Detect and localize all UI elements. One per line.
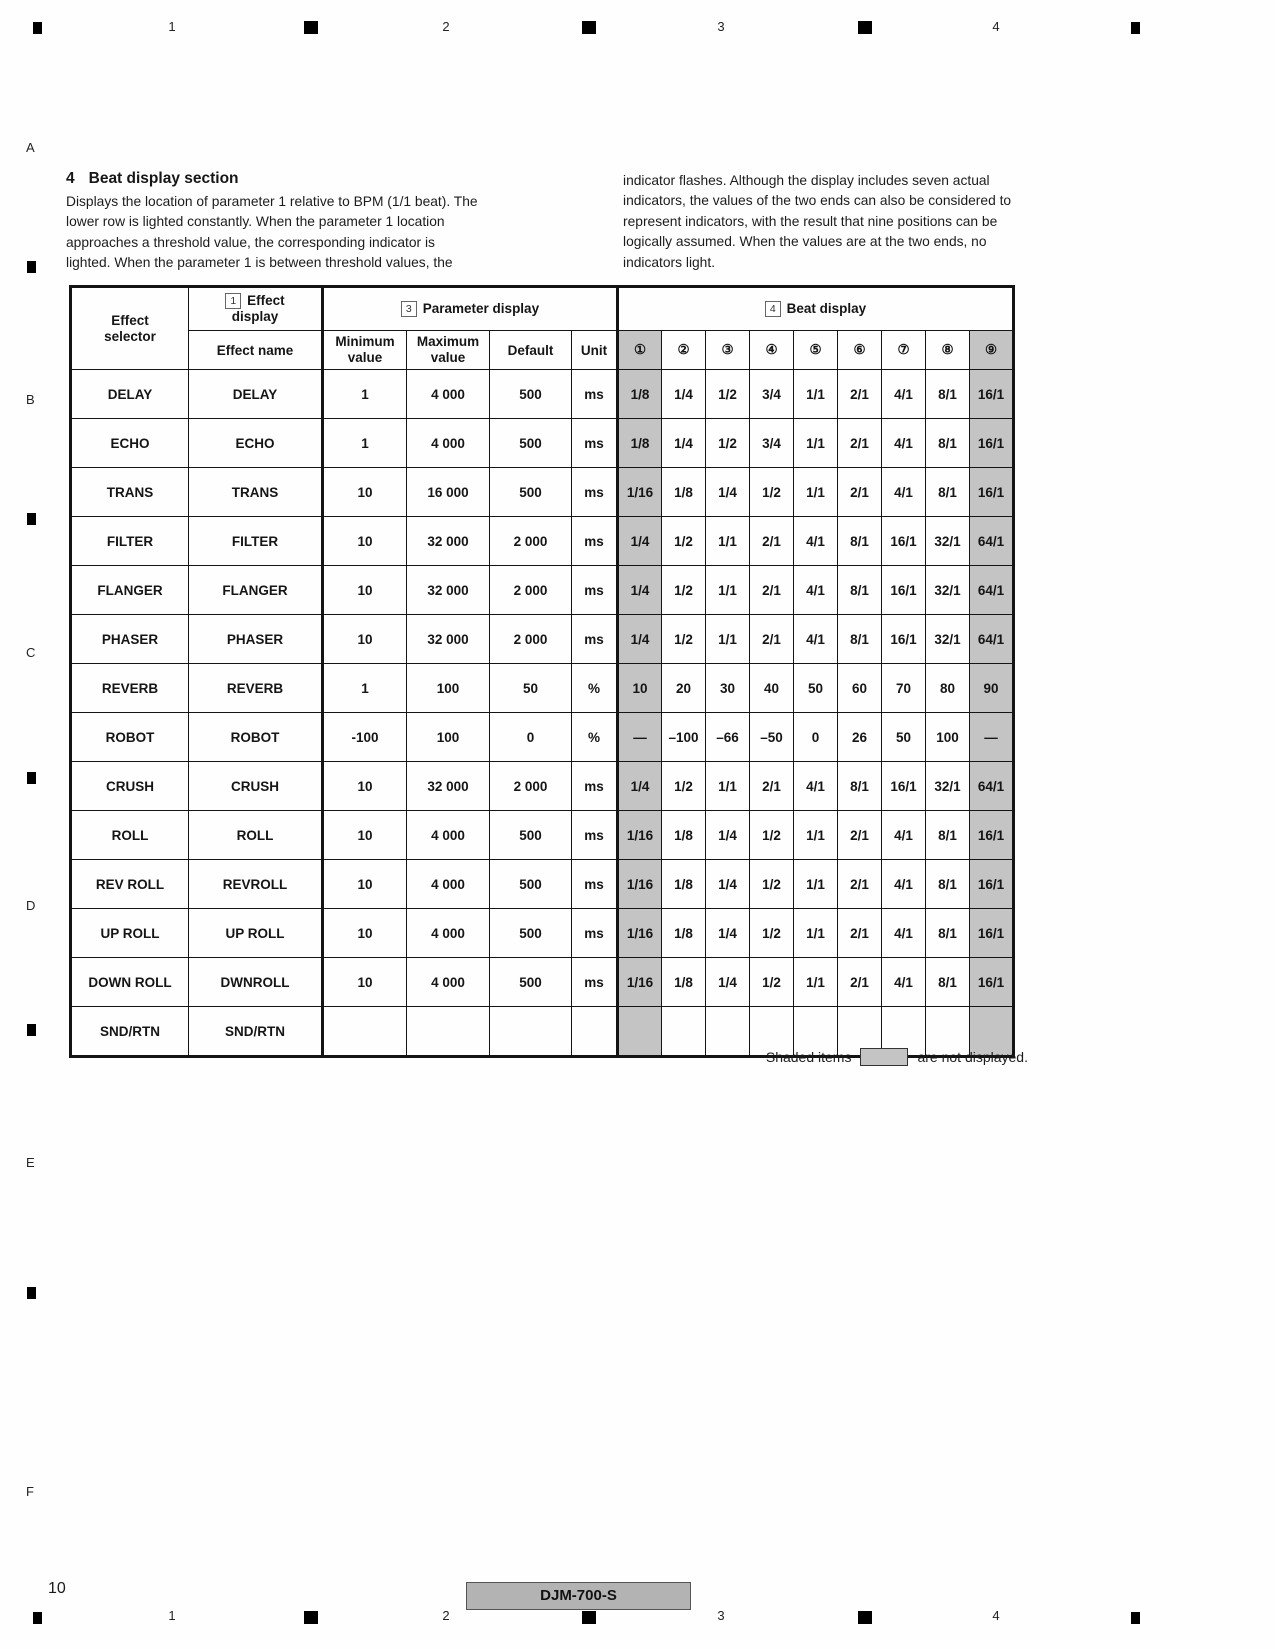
header-beat-7: ⑦ <box>882 331 926 370</box>
cell-maximum-value: 100 <box>407 713 490 762</box>
cell-beat-4: 1/2 <box>750 958 794 1007</box>
header-effect-name: Effect name <box>189 331 323 370</box>
cell-maximum-value: 4 000 <box>407 909 490 958</box>
cell-beat-4: 2/1 <box>750 762 794 811</box>
cell-beat-3: 1/2 <box>706 370 750 419</box>
cell-effect-name: ROLL <box>189 811 323 860</box>
cell-beat-6: 8/1 <box>838 566 882 615</box>
cell-unit: ms <box>572 615 618 664</box>
cell-beat-9: 16/1 <box>970 370 1014 419</box>
cell-beat-8: 8/1 <box>926 370 970 419</box>
cell-effect-name: DWNROLL <box>189 958 323 1007</box>
cell-beat-8: 32/1 <box>926 566 970 615</box>
cell-beat-8: 8/1 <box>926 419 970 468</box>
text-line: approaches a threshold value, the corresponding indicator is <box>66 234 435 250</box>
cell-maximum-value: 16 000 <box>407 468 490 517</box>
cell-beat-1: 1/16 <box>618 811 662 860</box>
cell-effect-selector: ECHO <box>71 419 189 468</box>
model-label-box: DJM-700-S <box>466 1582 691 1610</box>
table-row <box>71 370 1014 419</box>
cell-beat-6: 8/1 <box>838 762 882 811</box>
cell-beat-2: 1/2 <box>662 517 706 566</box>
cell-beat-1: 1/4 <box>618 517 662 566</box>
cell-beat-5: 4/1 <box>794 566 838 615</box>
cell-beat-3: 1/1 <box>706 615 750 664</box>
cell-default: 2 000 <box>490 517 572 566</box>
cell-beat-9: 16/1 <box>970 811 1014 860</box>
cell-beat-9: 16/1 <box>970 468 1014 517</box>
cell-beat-3: 1/4 <box>706 468 750 517</box>
cell-effect-name: PHASER <box>189 615 323 664</box>
cell-beat-9: 64/1 <box>970 762 1014 811</box>
cell-beat-7: 16/1 <box>882 517 926 566</box>
cell-beat-7: 4/1 <box>882 909 926 958</box>
shaded-swatch <box>860 1048 908 1066</box>
cell-unit: ms <box>572 517 618 566</box>
cell-unit <box>572 1007 618 1057</box>
shaded-items-note <box>766 1048 1028 1066</box>
cell-beat-3: 30 <box>706 664 750 713</box>
effects-parameter-table <box>69 285 1015 1058</box>
text-line: represent indicators, with the result that nine positions can be <box>623 213 998 229</box>
cell-default: 500 <box>490 860 572 909</box>
cell-beat-9: 64/1 <box>970 566 1014 615</box>
cell-beat-1: 1/8 <box>618 370 662 419</box>
header-beat-2: ② <box>662 331 706 370</box>
cell-beat-6: 2/1 <box>838 958 882 1007</box>
cell-unit: ms <box>572 762 618 811</box>
registration-mark <box>1131 22 1140 34</box>
table-row <box>71 762 1014 811</box>
cell-beat-5: 1/1 <box>794 468 838 517</box>
cell-beat-6: 2/1 <box>838 419 882 468</box>
note-text-before: Shaded items <box>765 1049 852 1065</box>
cell-beat-9: 64/1 <box>970 615 1014 664</box>
registration-mark <box>27 1024 36 1036</box>
ruler-number: 1 <box>168 19 176 34</box>
cell-minimum-value: 1 <box>323 370 407 419</box>
header-beat-9: ⑨ <box>970 331 1014 370</box>
margin-letter: E <box>26 1155 35 1170</box>
margin-letter: F <box>26 1484 34 1499</box>
cell-beat-3: 1/4 <box>706 860 750 909</box>
text-line: lighted. When the parameter 1 is between threshold values, the <box>66 255 453 271</box>
cell-beat-5: 4/1 <box>794 615 838 664</box>
cell-beat-1: 1/16 <box>618 468 662 517</box>
ruler-number: 4 <box>992 1608 1000 1623</box>
cell-beat-7: 50 <box>882 713 926 762</box>
cell-beat-3: 1/4 <box>706 958 750 1007</box>
cell-unit: % <box>572 664 618 713</box>
section-heading <box>66 170 239 188</box>
cell-effect-selector: ROBOT <box>71 713 189 762</box>
cell-beat-7: 16/1 <box>882 762 926 811</box>
cell-beat-3: 1/4 <box>706 811 750 860</box>
cell-beat-4: 3/4 <box>750 370 794 419</box>
registration-mark <box>1131 1612 1140 1624</box>
cell-effect-selector: FLANGER <box>71 566 189 615</box>
cell-minimum-value: 10 <box>323 517 407 566</box>
cell-maximum-value: 4 000 <box>407 958 490 1007</box>
cell-beat-4: 1/2 <box>750 468 794 517</box>
cell-minimum-value: 10 <box>323 909 407 958</box>
cell-beat-8: 8/1 <box>926 958 970 1007</box>
cell-beat-7: 4/1 <box>882 860 926 909</box>
table-row <box>71 419 1014 468</box>
cell-beat-2: 1/8 <box>662 860 706 909</box>
cell-beat-8: 100 <box>926 713 970 762</box>
cell-beat-5: 0 <box>794 713 838 762</box>
cell-beat-2: 1/4 <box>662 419 706 468</box>
cell-beat-9: 90 <box>970 664 1014 713</box>
text-line: indicators light. <box>623 254 716 270</box>
cell-maximum-value: 4 000 <box>407 419 490 468</box>
cell-beat-3: 1/4 <box>706 909 750 958</box>
cell-effect-name: REVERB <box>189 664 323 713</box>
cell-unit: ms <box>572 370 618 419</box>
ruler-number: 3 <box>717 19 725 34</box>
cell-beat-4: 1/2 <box>750 909 794 958</box>
registration-mark <box>858 21 872 34</box>
header-effect-display: 1 Effect display <box>189 287 323 331</box>
table-subheader-row <box>71 331 1014 370</box>
table-row <box>71 664 1014 713</box>
header-beat-display: 4 Beat display <box>618 287 1014 331</box>
cell-beat-2: 1/8 <box>662 468 706 517</box>
cell-beat-7: 70 <box>882 664 926 713</box>
cell-unit: ms <box>572 909 618 958</box>
registration-mark <box>582 21 596 34</box>
note-text-after: are not displayed. <box>917 1049 1028 1065</box>
cell-beat-5: 50 <box>794 664 838 713</box>
cell-beat-5: 1/1 <box>794 370 838 419</box>
cell-beat-8: 8/1 <box>926 468 970 517</box>
cell-beat-1 <box>618 1007 662 1057</box>
registration-mark <box>27 772 36 784</box>
cell-beat-6: 2/1 <box>838 468 882 517</box>
cell-beat-5: 1/1 <box>794 909 838 958</box>
callout-3-box: 3 <box>401 301 417 318</box>
cell-effect-name: FLANGER <box>189 566 323 615</box>
cell-beat-9: 16/1 <box>970 909 1014 958</box>
table-row <box>71 517 1014 566</box>
table-row <box>71 615 1014 664</box>
cell-beat-3: 1/1 <box>706 517 750 566</box>
cell-beat-5: 1/1 <box>794 419 838 468</box>
cell-minimum-value: 1 <box>323 664 407 713</box>
cell-default: 2 000 <box>490 566 572 615</box>
cell-maximum-value: 32 000 <box>407 615 490 664</box>
cell-effect-selector: DELAY <box>71 370 189 419</box>
cell-beat-4: 2/1 <box>750 517 794 566</box>
header-beat-3: ③ <box>706 331 750 370</box>
cell-beat-6: 2/1 <box>838 909 882 958</box>
cell-effect-selector: CRUSH <box>71 762 189 811</box>
table-row <box>71 958 1014 1007</box>
cell-default: 500 <box>490 370 572 419</box>
text-line: indicators, the values of the two ends can also be considered to <box>623 193 1012 209</box>
header-maximum-value: Maximum value <box>407 331 490 370</box>
cell-default: 2 000 <box>490 762 572 811</box>
table-row <box>71 811 1014 860</box>
cell-beat-3: 1/1 <box>706 566 750 615</box>
cell-beat-5: 4/1 <box>794 762 838 811</box>
header-minimum-value: Minimum value <box>323 331 407 370</box>
cell-maximum-value <box>407 1007 490 1057</box>
cell-unit: ms <box>572 958 618 1007</box>
cell-default: 500 <box>490 909 572 958</box>
cell-effect-selector: REV ROLL <box>71 860 189 909</box>
registration-mark <box>33 1612 42 1624</box>
registration-mark <box>27 513 36 525</box>
section-title: Beat display section <box>88 170 239 187</box>
cell-beat-1: 1/16 <box>618 860 662 909</box>
cell-effect-selector: UP ROLL <box>71 909 189 958</box>
text-line: logically assumed. When the values are at the two ends, no <box>623 234 987 250</box>
registration-mark <box>27 261 36 273</box>
cell-beat-6: 2/1 <box>838 370 882 419</box>
text-line: indicator flashes. Although the display includes seven actual <box>623 173 990 188</box>
cell-effect-selector: FILTER <box>71 517 189 566</box>
table-row <box>71 860 1014 909</box>
cell-effect-selector: PHASER <box>71 615 189 664</box>
margin-letter: B <box>26 392 35 407</box>
cell-default: 500 <box>490 468 572 517</box>
header-parameter-display: 3 Parameter display <box>323 287 618 331</box>
cell-beat-6: 2/1 <box>838 811 882 860</box>
cell-beat-8: 8/1 <box>926 860 970 909</box>
cell-maximum-value: 32 000 <box>407 566 490 615</box>
cell-beat-9: 16/1 <box>970 860 1014 909</box>
cell-beat-4: 1/2 <box>750 860 794 909</box>
cell-beat-6: 8/1 <box>838 615 882 664</box>
cell-effect-selector: SND/RTN <box>71 1007 189 1057</box>
cell-beat-1: 1/4 <box>618 762 662 811</box>
cell-beat-9: 64/1 <box>970 517 1014 566</box>
cell-default: 500 <box>490 811 572 860</box>
cell-beat-8: 32/1 <box>926 762 970 811</box>
cell-beat-2: 20 <box>662 664 706 713</box>
cell-beat-4: 2/1 <box>750 615 794 664</box>
cell-beat-3: 1/1 <box>706 762 750 811</box>
cell-unit: ms <box>572 419 618 468</box>
cell-beat-5: 1/1 <box>794 811 838 860</box>
cell-beat-2: 1/2 <box>662 566 706 615</box>
cell-unit: ms <box>572 468 618 517</box>
cell-beat-7: 4/1 <box>882 468 926 517</box>
cell-beat-7: 4/1 <box>882 958 926 1007</box>
cell-beat-8: 8/1 <box>926 811 970 860</box>
table-row <box>71 468 1014 517</box>
margin-letter: D <box>26 898 36 913</box>
cell-beat-8: 80 <box>926 664 970 713</box>
cell-beat-8: 32/1 <box>926 517 970 566</box>
registration-mark <box>304 21 318 34</box>
text-line: Displays the location of parameter 1 relative to BPM (1/1 beat). The <box>66 194 478 209</box>
ruler-number: 3 <box>717 1608 725 1623</box>
margin-letter: A <box>26 140 35 155</box>
registration-mark <box>582 1611 596 1624</box>
cell-beat-5: 1/1 <box>794 958 838 1007</box>
cell-maximum-value: 4 000 <box>407 370 490 419</box>
cell-beat-2: 1/8 <box>662 909 706 958</box>
cell-minimum-value: 10 <box>323 468 407 517</box>
cell-minimum-value: 10 <box>323 860 407 909</box>
registration-mark <box>33 22 42 34</box>
cell-minimum-value: 10 <box>323 811 407 860</box>
cell-beat-2: 1/8 <box>662 958 706 1007</box>
cell-beat-9: 16/1 <box>970 419 1014 468</box>
cell-beat-7: 4/1 <box>882 370 926 419</box>
cell-beat-7: 16/1 <box>882 615 926 664</box>
cell-effect-name: ROBOT <box>189 713 323 762</box>
cell-beat-8: 32/1 <box>926 615 970 664</box>
cell-minimum-value <box>323 1007 407 1057</box>
cell-beat-1: 10 <box>618 664 662 713</box>
cell-beat-4: 1/2 <box>750 811 794 860</box>
cell-unit: ms <box>572 860 618 909</box>
cell-beat-6: 60 <box>838 664 882 713</box>
cell-beat-2: 1/8 <box>662 811 706 860</box>
cell-beat-4: 40 <box>750 664 794 713</box>
table-group-header-row <box>71 287 1014 331</box>
header-effect-selector: Effect selector <box>71 287 189 370</box>
cell-beat-8: 8/1 <box>926 909 970 958</box>
header-beat-4: ④ <box>750 331 794 370</box>
cell-effect-name: DELAY <box>189 370 323 419</box>
cell-effect-name: REVROLL <box>189 860 323 909</box>
cell-unit: ms <box>572 811 618 860</box>
cell-beat-1: — <box>618 713 662 762</box>
section-number: 4 <box>66 170 75 187</box>
cell-effect-name: ECHO <box>189 419 323 468</box>
table-row <box>71 566 1014 615</box>
header-beat-5: ⑤ <box>794 331 838 370</box>
margin-letter: C <box>26 645 36 660</box>
cell-beat-7: 4/1 <box>882 811 926 860</box>
cell-unit: ms <box>572 566 618 615</box>
cell-effect-selector: TRANS <box>71 468 189 517</box>
cell-default: 50 <box>490 664 572 713</box>
cell-default: 500 <box>490 419 572 468</box>
table-row <box>71 713 1014 762</box>
ruler-number: 1 <box>168 1608 176 1623</box>
callout-1-box: 1 <box>225 293 241 310</box>
cell-beat-5: 4/1 <box>794 517 838 566</box>
cell-beat-1: 1/16 <box>618 909 662 958</box>
cell-beat-6: 26 <box>838 713 882 762</box>
callout-4-box: 4 <box>765 301 781 318</box>
registration-mark <box>27 1287 36 1299</box>
cell-minimum-value: 10 <box>323 958 407 1007</box>
cell-effect-selector: DOWN ROLL <box>71 958 189 1007</box>
cell-beat-1: 1/8 <box>618 419 662 468</box>
cell-beat-9: — <box>970 713 1014 762</box>
cell-beat-3: –66 <box>706 713 750 762</box>
cell-effect-name: CRUSH <box>189 762 323 811</box>
ruler-number: 2 <box>442 1608 450 1623</box>
cell-minimum-value: 1 <box>323 419 407 468</box>
cell-unit: % <box>572 713 618 762</box>
cell-default: 2 000 <box>490 615 572 664</box>
cell-beat-1: 1/4 <box>618 566 662 615</box>
ruler-number: 2 <box>442 19 450 34</box>
header-unit: Unit <box>572 331 618 370</box>
body-text-right-column <box>623 171 1011 273</box>
cell-minimum-value: 10 <box>323 566 407 615</box>
cell-effect-selector: REVERB <box>71 664 189 713</box>
cell-maximum-value: 4 000 <box>407 860 490 909</box>
cell-beat-3 <box>706 1007 750 1057</box>
cell-minimum-value: -100 <box>323 713 407 762</box>
cell-maximum-value: 32 000 <box>407 517 490 566</box>
cell-beat-6: 2/1 <box>838 860 882 909</box>
cell-minimum-value: 10 <box>323 762 407 811</box>
page-number: 10 <box>48 1580 66 1597</box>
cell-default <box>490 1007 572 1057</box>
cell-default: 500 <box>490 958 572 1007</box>
cell-beat-2: 1/4 <box>662 370 706 419</box>
header-beat-1: ① <box>618 331 662 370</box>
ruler-number: 4 <box>992 19 1000 34</box>
header-default: Default <box>490 331 572 370</box>
cell-beat-2 <box>662 1007 706 1057</box>
cell-beat-4: 2/1 <box>750 566 794 615</box>
cell-beat-7: 4/1 <box>882 419 926 468</box>
cell-beat-2: 1/2 <box>662 762 706 811</box>
cell-beat-6: 8/1 <box>838 517 882 566</box>
cell-beat-4: –50 <box>750 713 794 762</box>
header-beat-6: ⑥ <box>838 331 882 370</box>
table-row <box>71 909 1014 958</box>
header-beat-8: ⑧ <box>926 331 970 370</box>
cell-beat-1: 1/16 <box>618 958 662 1007</box>
cell-maximum-value: 100 <box>407 664 490 713</box>
cell-effect-name: TRANS <box>189 468 323 517</box>
cell-default: 0 <box>490 713 572 762</box>
cell-beat-9: 16/1 <box>970 958 1014 1007</box>
text-line: lower row is lighted constantly. When the parameter 1 location <box>66 214 445 230</box>
cell-effect-selector: ROLL <box>71 811 189 860</box>
registration-mark <box>304 1611 318 1624</box>
cell-beat-2: –100 <box>662 713 706 762</box>
registration-mark <box>858 1611 872 1624</box>
cell-beat-3: 1/2 <box>706 419 750 468</box>
cell-minimum-value: 10 <box>323 615 407 664</box>
cell-maximum-value: 32 000 <box>407 762 490 811</box>
cell-beat-4: 3/4 <box>750 419 794 468</box>
body-text-left-column <box>66 192 478 274</box>
cell-beat-2: 1/2 <box>662 615 706 664</box>
cell-effect-name: FILTER <box>189 517 323 566</box>
cell-beat-1: 1/4 <box>618 615 662 664</box>
cell-beat-7: 16/1 <box>882 566 926 615</box>
cell-effect-name: SND/RTN <box>189 1007 323 1057</box>
cell-maximum-value: 4 000 <box>407 811 490 860</box>
cell-beat-5: 1/1 <box>794 860 838 909</box>
cell-effect-name: UP ROLL <box>189 909 323 958</box>
